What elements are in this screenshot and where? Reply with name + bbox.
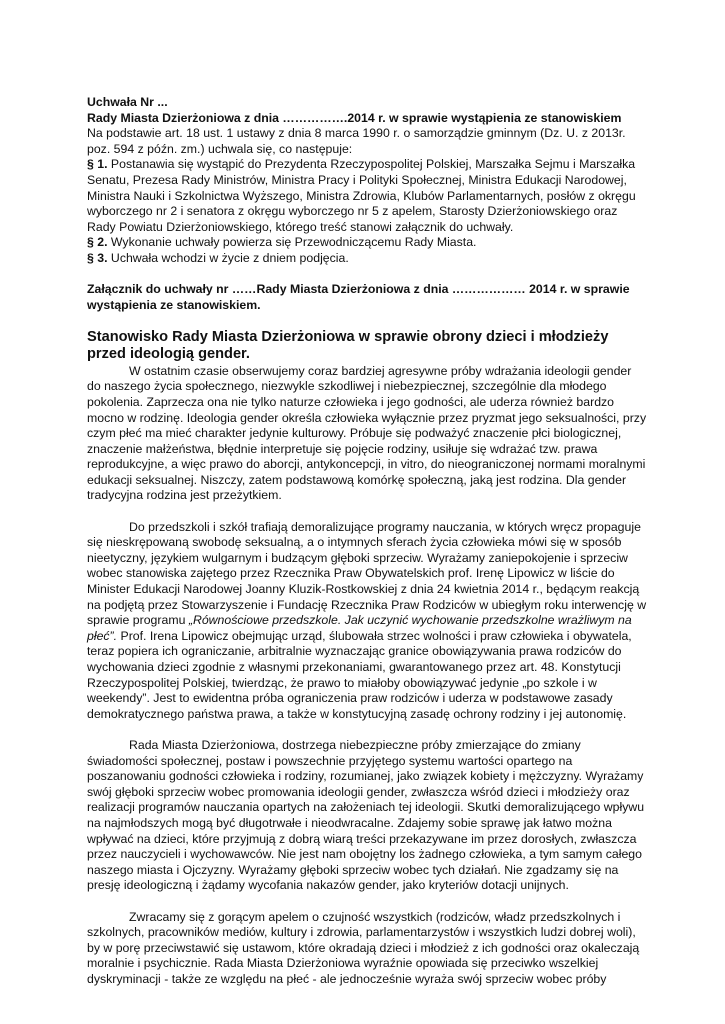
- paragraph-2: [87, 235, 647, 251]
- resolution-title: Uchwała Nr ...: [87, 95, 168, 109]
- stance-heading: Stanowisko Rady Miasta Dzierżoniowa w sprawie obrony dzieci i młodzieży przed ideologią gender.: [87, 328, 609, 363]
- stance-paragraph-3: Rada Miasta Dzierżoniowa, dostrzega niebezpieczne próby zmierzające do zmiany świadomości społecznej, postaw i powszechnie przyjętego systemu wartości opartego na poszanowaniu godności człowieka i rodziny, rozumianej, jako związek kobiety i mężczyzny. Wyrażamy swój głęboki sprzeciw wobec promowania ideologii gender, zwłaszcza wśród dzieci i młodzieży oraz realizacji programów nauczania opartych na założeniach tej ideologii. Skutki demoralizującego wpływu na najmłodszych mogą być długotrwałe i nieodwracalne. Zdajemy sobie sprawę jak łatwo można wpływać na dzieci, które przyjmują z dobrą wiarą treści przekazywane im przez dorosłych, zwłaszcza przez nauczycieli i wychowawców. Nie jest nam obojętny los żadnego człowieka, a tym samym całego naszego miasta i Ojczyzny. Wyrażamy głęboki sprzeciw wobec tych działań. Nie zgadzamy się na presję ideologiczną i żądamy wycofania nakazów gender, jako kryteriów dotacji unijnych.: [87, 737, 645, 893]
- stance-paragraph-2-continuation: Prof. Irena Lipowicz obejmując urząd, ślubowała strzec wolności i praw człowieka i obywatela, teraz popiera ich ograniczanie, arbitralnie wyznaczając granice obowiązywania prawa rodziców do wychowania dzieci zgodnie z własnymi przekonaniami, gwarantowanego przez art. 48. Konstytucji Rzeczypospolitej Polskiej, twierdząc, że prawo to miałoby obowiązywać jedynie „po szkole i w weekendy”. Jest to ewidentna próba ograniczenia praw rodziców i uderza w podstawowe zasady demokratycznego państwa prawa, a także w konstytucyjną zasadę ochrony rodziny i jej autonomię.: [87, 628, 632, 721]
- resolution-subtitle: Rady Miasta Dzierżoniowa z dnia …………….2014 r. w sprawie wystąpienia ze stanowiskiem: [87, 110, 622, 125]
- stance-paragraph-2: [87, 520, 647, 723]
- stance-paragraph-1: W ostatnim czasie obserwujemy coraz bardziej agresywne próby wdrażania ideologii gender do naszego życia społecznego, niezwykle szkodliwej i niebezpiecznej, szczególnie dla młodego pokolenia. Zaprzecza ona nie tylko naturze człowieka i jego godności, ale uderza również bardzo mocno w rodzinę. Ideologia gender określa człowieka wyłącznie przez pryzmat jego seksualności, przy czym płeć ma mieć charakter jedynie kulturowy. Próbuje się podważyć znaczenie płci biologicznej, znaczenie małżeństwa, błędnie interpretuje się pojęcie rodziny, usiłuje się wdrażać tzw. prawa reprodukcyjne, a więc prawo do aborcji, antykoncepcji, in vitro, do nieograniczonej normami moralnymi edukacji seksualnej. Niszczy, zatem podstawową komórkę społeczną, jaką jest rodzina. Dla gender tradycyjna rodzina jest przeżytkiem.: [87, 363, 647, 503]
- paragraph-1: [87, 157, 647, 235]
- document-body: [87, 95, 647, 987]
- paragraph-text: Postanawia się wystąpić do Prezydenta Rzeczypospolitej Polskiej, Marszałka Sejmu i Marszałka Senatu, Prezesa Rady Ministrów, Ministra Pracy i Polityki Społecznej, Ministra Edukacji Narodowej, Ministra Nauki i Szkolnictwa Wyższego, Ministra Zdrowia, Klubów Parlamentarnych, posłów z okręgu wyborczego nr 2 i senatora z okręgu wyborczego nr 5 z apelem, Starosty Dzierżoniowskiego oraz Rady Powiatu Dzierżoniowskiego, którego treść stanowi załącznik do uchwały.: [87, 157, 636, 234]
- paragraph-mark: § 2.: [87, 235, 108, 250]
- paragraph-3: [87, 251, 647, 267]
- stance-paragraph-2-text: Do przedszkoli i szkół trafiają demoralizujące programy nauczania, w których wręcz propaguje się nieskrępowaną swobodę seksualną, a o intymnych sferach życia człowieka mówi się w sposób nieetyczny, językiem wulgarnym i budzącym głęboki sprzeciw. Wyrażamy zaniepokojenie i sprzeciw wobec stanowiska zajętego przez Rzecznika Praw Obywatelskich prof. Irenę Lipowicz w liście do Minister Edukacji Narodowej Joanny Kluzik-Rostkowskiej z dnia 24 kwietnia 2014 r., będącym reakcją na podjętą przez Stowarzyszenie i Fundację Rzecznika Praw Rodziców w ubiegłym roku interwencję w sprawie programu: [87, 519, 647, 628]
- annex-title: Załącznik do uchwały nr ……Rady Miasta Dzierżoniowa z dnia ……………… 2014 r. w sprawie wystąpienia ze stanowiskiem.: [87, 282, 630, 312]
- paragraph-text: Uchwała wchodzi w życie z dniem podjęcia.: [107, 250, 349, 265]
- paragraph-text: Wykonanie uchwały powierza się Przewodniczącemu Rady Miasta.: [107, 235, 477, 250]
- program-title: „Równościowe przedszkole. Jak uczynić wychowanie przedszkolne wrażliwym na płeć”.: [87, 613, 632, 643]
- paragraph-mark: § 1.: [87, 157, 108, 172]
- paragraph-mark: § 3.: [87, 250, 108, 265]
- legal-basis: Na podstawie art. 18 ust. 1 ustawy z dnia 8 marca 1990 r. o samorządzie gminnym (Dz. U. z 2013r. poz. 594 z późn. zm.) uchwala się, co następuje:: [87, 126, 626, 156]
- stance-paragraph-4: Zwracamy się z gorącym apelem o czujność wszystkich (rodziców, władz przedszkolnych i szkolnych, pracowników mediów, kultury i zdrowia, parlamentarzystów i wszystkich ludzi dobrej woli), by w porę przeciwstawić się ustawom, które okradają dzieci i młodzież z ich godności oraz okaleczają moralnie i psychicznie. Rada Miasta Dzierżoniowa wyraźnie opowiada się przeciwko wszelkiej dyskryminacji - także ze względu na płeć - ale jednocześnie wyraża swój sprzeciw wobec próby: [87, 909, 640, 986]
